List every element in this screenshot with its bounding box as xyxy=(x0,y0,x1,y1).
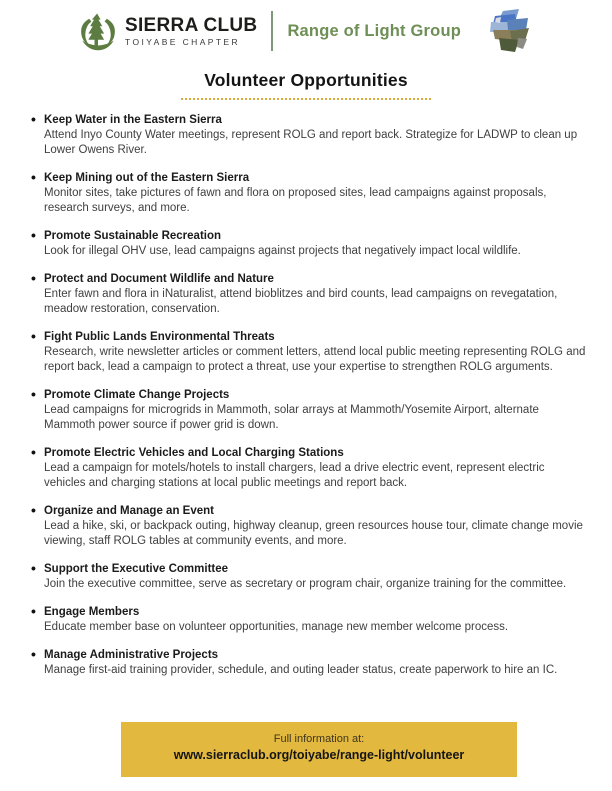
list-item xyxy=(30,446,586,491)
item-body: Join the executive committee, serve as secretary or program chair, organize training for the committee. xyxy=(44,578,567,590)
group-name: Range of Light Group xyxy=(287,21,461,40)
list-item xyxy=(30,562,586,592)
list-item xyxy=(30,648,586,678)
list-item xyxy=(30,272,586,317)
footer-banner[interactable] xyxy=(121,722,517,777)
item-body: Research, write newsletter articles or comment letters, attend local public meeting representing ROLG and report back, lead a campaign to protect a threat, use your expertise to strengthen ROLG arguments. xyxy=(44,346,586,373)
sierra-club-emblem-icon xyxy=(77,11,119,51)
item-heading: • Promote Electric Vehicles and Local Charging Stations xyxy=(44,447,344,459)
item-body: Enter fawn and flora in iNaturalist, attend bioblitzes and bird counts, lead campaigns on revegatation, meadow restoration, conservation. xyxy=(44,288,558,315)
list-item xyxy=(30,229,586,259)
item-heading: • Protect and Document Wildlife and Nature xyxy=(44,273,274,285)
logo-text xyxy=(125,16,257,47)
sierra-club-logo xyxy=(77,11,257,51)
list-item xyxy=(30,113,586,158)
org-subtitle: TOIYABE CHAPTER xyxy=(125,36,241,47)
dotted-divider xyxy=(181,98,431,100)
photo-collage-icon xyxy=(485,8,535,54)
org-name: SIERRA CLUB xyxy=(125,14,258,36)
list-item xyxy=(30,605,586,635)
footer-label: Full information at: xyxy=(273,733,365,745)
item-heading: • Keep Water in the Eastern Sierra xyxy=(44,114,222,126)
list-item xyxy=(30,330,586,375)
item-heading: • Organize and Manage an Event xyxy=(44,505,214,517)
list-item xyxy=(30,504,586,549)
item-heading: • Manage Administrative Projects xyxy=(44,649,219,661)
item-body: Lead a hike, ski, or backpack outing, highway cleanup, green resources house tour, climate change movie viewing, staff ROLG tables at community events, and more. xyxy=(44,520,583,547)
list-item xyxy=(30,171,586,216)
footer-url-link[interactable]: www.sierraclub.org/toiyabe/range-light/volunteer xyxy=(173,748,465,762)
item-body: Manage first-aid training provider, schedule, and outing leader status, create paperwork to hire an IC. xyxy=(44,664,558,676)
item-body: Lead a campaign for motels/hotels to install chargers, lead a drive electric event, represent electric vehicles and charging stations at local public meetings and report back. xyxy=(44,462,545,489)
item-body: Lead campaigns for microgrids in Mammoth, solar arrays at Mammoth/Yosemite Airport, alternate Mammoth power source if power grid is down. xyxy=(44,404,539,431)
item-heading: • Promote Sustainable Recreation xyxy=(44,230,222,242)
item-heading: • Promote Climate Change Projects xyxy=(44,389,230,401)
item-body: Attend Inyo County Water meetings, represent ROLG and report back. Strategize for LADWP to clean up Lower Owens River. xyxy=(44,129,578,156)
item-heading: • Engage Members xyxy=(44,606,140,618)
item-body: Monitor sites, take pictures of fawn and flora on proposed sites, lead campaigns against proposals, research surveys, and more. xyxy=(44,187,547,214)
item-heading: • Support the Executive Committee xyxy=(44,563,229,575)
header-divider xyxy=(271,11,273,51)
list-item xyxy=(30,388,586,433)
item-body: Look for illegal OHV use, lead campaigns against projects that negatively impact local wildlife. xyxy=(44,245,521,257)
item-heading: • Keep Mining out of the Eastern Sierra xyxy=(44,172,250,184)
volunteer-list xyxy=(30,113,586,678)
page-title: Volunteer Opportunities xyxy=(204,70,408,90)
item-body: Educate member base on volunteer opportunities, manage new member welcome process. xyxy=(44,621,509,633)
item-heading: • Fight Public Lands Environmental Threats xyxy=(44,331,275,343)
header xyxy=(0,0,612,54)
